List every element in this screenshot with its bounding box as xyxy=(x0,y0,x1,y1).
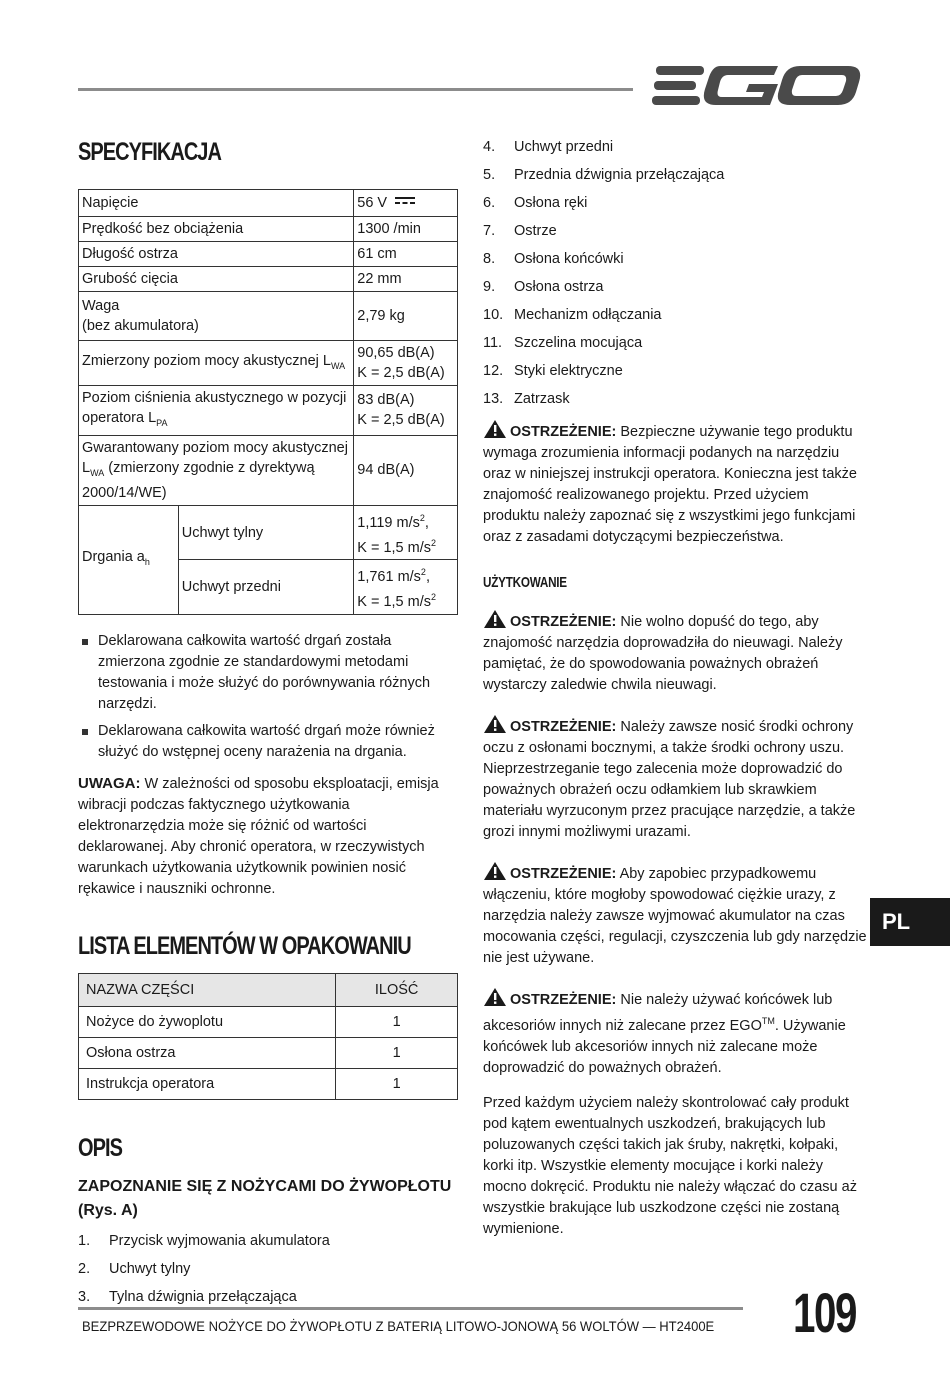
spec-row-cut-thickness xyxy=(79,267,458,292)
warning-block: OSTRZEŻENIE: Nie wolno dopuść do tego, aby znajomość narzędzia doprowadziła do nieuwagi. Należy pamiętać, że do spowodowania poważnych obrażeń wystarczy zaledwie chwila nieuwagi. xyxy=(483,609,868,696)
description-subtitle: ZAPOZNANIE SIĘ Z NOŻYCAMI DO ŻYWOPŁOTU (Rys. A) xyxy=(78,1178,452,1220)
spec-label: Prędkość bez obciążenia xyxy=(79,217,354,242)
spec-value: 61 cm xyxy=(354,242,458,267)
spec-row-blade-length xyxy=(79,242,458,267)
spec-row-speed xyxy=(79,217,458,242)
spec-value: 22 mm xyxy=(354,267,458,292)
list-item: 8. Osłona końcówki xyxy=(483,251,624,267)
language-tab: PL xyxy=(870,898,950,946)
spec-value: 2,79 kg xyxy=(354,292,458,341)
part-name: Nożyce do żywoplotu xyxy=(79,1007,336,1038)
spec-label: Drgania $a_h$ xyxy=(79,505,179,614)
spec-value: 1300 /min xyxy=(354,217,458,242)
right-column xyxy=(483,133,868,1240)
list-item: 12. Styki elektryczne xyxy=(483,363,623,379)
spec-title: SPECYFIKACJA xyxy=(78,138,221,166)
warning-block: OSTRZEŻENIE: Bezpieczne używanie tego produktu wymaga zrozumienia informacji podanych na narzędziu oraz w niniejszej instrukcji operatora. Konieczna jest także znajomość realizowanego projektu. Przed użyciem produktu należy zapoznać się z wszystkimi jego funkcjami oraz z zasadami dotyczącymi bezpieczeństwa. xyxy=(483,419,868,548)
warning-block: OSTRZEŻENIE: Nie należy używać końcówek lub akcesoriów innych niż zalecane przez EGO™. Używanie końcówek lub akcesoriów innych niż zalecane może doprowadzić do poważnych obrażeń. xyxy=(483,987,868,1079)
description-title: OPIS xyxy=(78,1134,122,1163)
spec-value: 56 V xyxy=(354,190,458,217)
spec-value: 94 dB(A) xyxy=(354,435,458,505)
part-name: Instrukcja operatora xyxy=(79,1069,336,1100)
usage-title: UŻYTKOWANIE xyxy=(483,574,567,591)
footer-title: BEZPRZEWODOWE NOŻYCE DO ŻYWOPŁOTU Z BATERIĄ LITOWO-JONOWĄ 56 WOLTÓW — HT2400E xyxy=(82,1318,715,1334)
warning-icon xyxy=(483,714,507,734)
list-item: 10. Mechanizm odłączania xyxy=(483,307,662,323)
warning-icon xyxy=(483,861,507,881)
column-header: ILOŚĆ xyxy=(336,974,458,1007)
spec-label: Napięcie xyxy=(79,190,354,217)
spec-label: Waga (bez akumulatora) xyxy=(79,292,354,341)
spec-row-voltage xyxy=(79,190,458,217)
spec-value: 90,65 dB(A) K = 2,5 dB(A) xyxy=(354,341,458,386)
list-item: 1. Przycisk wyjmowania akumulatora xyxy=(78,1233,330,1250)
list-item: 7. Ostrze xyxy=(483,223,557,239)
list-item: 2. Uchwyt tylny xyxy=(78,1261,191,1278)
packing-header xyxy=(79,974,458,1007)
parts-list-right xyxy=(483,133,868,413)
spec-label: Grubość cięcia xyxy=(79,267,354,292)
column-header: NAZWA CZĘŚCI xyxy=(79,974,336,1007)
table-row xyxy=(79,1038,458,1069)
spec-label: Gwarantowany poziom mocy akustycznej $L_{WA}$ (zmierzony zgodnie z dyrektywą 2000/14/WE) xyxy=(79,435,354,505)
list-item: Deklarowana całkowita wartość drgań może również służyć do wstępnej oceny narażenia na drgania. xyxy=(78,721,458,763)
list-item: 9. Osłona ostrza xyxy=(483,279,604,295)
list-item: 11. Szczelina mocująca xyxy=(483,335,643,351)
warning-icon xyxy=(483,609,507,629)
warning-icon xyxy=(483,419,507,439)
spec-label: Zmierzony poziom mocy akustycznej $L_{WA}$ xyxy=(79,341,354,386)
part-qty: 1 xyxy=(336,1069,458,1100)
packing-title: LISTA ELEMENTÓW W OPAKOWANIU xyxy=(78,932,411,961)
spec-row-weight xyxy=(79,292,458,341)
part-qty: 1 xyxy=(336,1038,458,1069)
spec-sublabel: Uchwyt przedni xyxy=(178,560,353,615)
spec-sublabel: Uchwyt tylny xyxy=(178,505,353,560)
list-item: 6. Osłona ręki xyxy=(483,195,588,211)
table-row xyxy=(79,1069,458,1100)
note-label: UWAGA: xyxy=(78,775,141,793)
list-item: 4. Uchwyt przedni xyxy=(483,139,614,155)
spec-row-guaranteed-power xyxy=(79,435,458,505)
part-name: Osłona ostrza xyxy=(79,1038,336,1069)
spec-value: 1,761 $m/s^2$, K = 1,5 $m/s^2$ xyxy=(354,560,458,615)
packing-table xyxy=(78,973,458,1100)
warning-icon xyxy=(483,987,507,1007)
warning-block: OSTRZEŻENIE: Należy zawsze nosić środki ochrony oczu z osłonami bocznymi, a także środki ochrony uszu. Nieprzestrzeganie tego zalecenia może doprowadzić do poważnych obrażeń oczu odłamkiem lub skrawkiem materiału wyrzuconym przez pracujące narzędzie, a także grozi innymi możliwymi urazami. xyxy=(483,714,868,843)
header-rule xyxy=(78,88,633,91)
spec-label: Poziom ciśnienia akustycznego w pozycji operatora $L_{PA}$ xyxy=(79,386,354,436)
spec-table xyxy=(78,189,458,615)
list-item: 13. Zatrzask xyxy=(483,391,570,407)
footer-rule xyxy=(78,1307,743,1310)
table-row xyxy=(79,1007,458,1038)
note-paragraph: UWAGA: W zależności od sposobu eksploatacji, emisja wibracji podczas faktycznego użytkowania elektronarzędzia może się różnić od wartości deklarowanej. Aby chronić operatora, w rzeczywistych warunkach użytkowania użytkownik powinien nosić rękawice i nauszniki ochronne. xyxy=(78,775,439,898)
dc-current-icon xyxy=(394,196,416,206)
list-item: 5. Przednia dźwignia przełączająca xyxy=(483,167,725,183)
ego-logo xyxy=(650,62,862,115)
list-item: Deklarowana całkowita wartość drgań została zmierzona zgodnie ze standardowymi metodami testowania i może służyć do porównywania różnych narzędzi. xyxy=(78,631,458,715)
spec-value: 83 dB(A) K = 2,5 dB(A) xyxy=(354,386,458,436)
parts-list-left xyxy=(78,1227,458,1311)
part-qty: 1 xyxy=(336,1007,458,1038)
spec-value: 1,119 $m/s^2$, K = 1,5 $m/s^2$ xyxy=(354,505,458,560)
list-item: 3. Tylna dźwignia przełączająca xyxy=(78,1289,297,1306)
spec-row-sound-power xyxy=(79,341,458,386)
inspection-paragraph: Przed każdym użyciem należy skontrolować cały produkt pod kątem ewentualnych uszkodzeń, brakujących lub poluzowanych części takich jak śruby, nakrętki, kołpaki, korki itp. Wszystkie elementy mocujące i korki należy mocno dokręcić. Produktu nie należy włączać do czasu aż wszystkie brakujące lub uszkodzone części nie zostaną wymienione. xyxy=(483,1094,857,1237)
page-number: 109 xyxy=(793,1281,856,1344)
left-column xyxy=(78,130,458,1311)
vibration-notes xyxy=(78,631,458,763)
spec-label: Długość ostrza xyxy=(79,242,354,267)
spec-row-sound-pressure xyxy=(79,386,458,436)
spec-row-vibration-rear xyxy=(79,505,458,560)
warning-block: OSTRZEŻENIE: Aby zapobiec przypadkowemu włączeniu, które mogłoby spowodować ciężkie urazy, z narzędzia należy zawsze wyjmować akumulator na czas mocowania części, regulacji, czyszczenia lub gdy narzędzie nie jest używane. xyxy=(483,861,868,969)
